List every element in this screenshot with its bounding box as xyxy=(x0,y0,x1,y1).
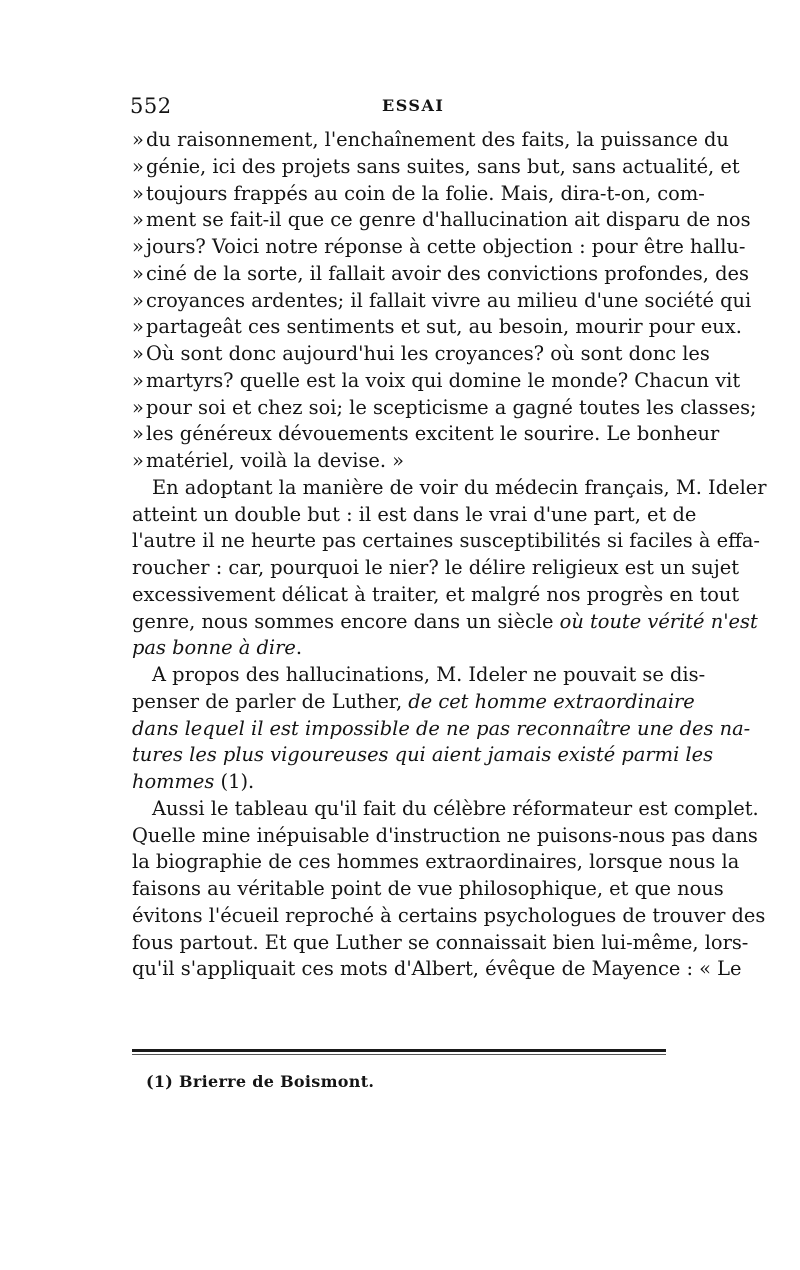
text-line: »matériel, voilà la devise. » xyxy=(132,449,405,472)
text-line: »du raisonnement, l'enchaînement des faits, la puissance du xyxy=(132,128,729,151)
page-number: 552 xyxy=(130,94,172,118)
paragraph xyxy=(132,475,767,662)
text-line: qu'il s'appliquait ces mots d'Albert, évêque de Mayence : « Le xyxy=(132,957,742,981)
text-line: »ciné de la sorte, il fallait avoir des convictions profondes, des xyxy=(132,261,749,285)
paragraph xyxy=(132,796,766,983)
text-line: atteint un double but : il est dans le vrai d'une part, et de xyxy=(132,502,697,526)
quoted-paragraph xyxy=(132,127,757,475)
text-line: »jours? Voici notre réponse à cette objection : pour être hallu- xyxy=(132,235,746,258)
text-line: penser de parler de Luther, de cet homme extraordinaire xyxy=(132,689,695,713)
text-line: faisons au véritable point de vue philosophique, et que nous xyxy=(132,877,724,900)
text-line: Aussi le tableau qu'il fait du célèbre réformateur est complet. xyxy=(152,796,759,820)
page-header xyxy=(130,94,670,124)
text-line: Quelle mine inépuisable d'instruction ne puisons-nous pas dans xyxy=(132,823,758,847)
running-head: ESSAI xyxy=(382,96,445,115)
text-line: l'autre il ne heurte pas certaines susceptibilités si faciles à effa- xyxy=(132,529,760,553)
footnote-rule xyxy=(132,1049,666,1052)
text-line: la biographie de ces hommes extraordinaires, lorsque nous la xyxy=(132,850,740,874)
text-line: A propos des hallucinations, M. Ideler ne pouvait se dis- xyxy=(152,663,706,686)
text-line: »partageât ces sentiments et sut, au besoin, mourir pour eux. xyxy=(132,315,742,339)
text-line: »pour soi et chez soi; le scepticisme a gagné toutes les classes; xyxy=(132,395,757,419)
footnote-rule-thin xyxy=(132,1054,666,1055)
text-line: roucher : car, pourquoi le nier? le délire religieux est un sujet xyxy=(132,556,739,579)
text-line: évitons l'écueil reproché à certains psychologues de trouver des xyxy=(132,903,766,927)
text-line: »génie, ici des projets sans suites, sans but, sans actualité, et xyxy=(132,154,740,178)
text-line: pas bonne à dire. xyxy=(132,636,303,660)
text-line: genre, nous sommes encore dans un siècle où toute vérité n'est xyxy=(132,609,758,633)
text-line: »les généreux dévouements excitent le sourire. Le bonheur xyxy=(132,422,720,446)
text-line: excessivement délicat à traiter, et malgré nos progrès en tout xyxy=(132,582,740,606)
text-line: »toujours frappés au coin de la folie. Mais, dira-t-on, com- xyxy=(132,181,705,205)
text-line: »ment se fait-il que ce genre d'hallucination ait disparu de nos xyxy=(132,208,751,232)
text-line: En adoptant la manière de voir du médecin français, M. Ideler xyxy=(152,475,767,499)
text-line: »croyances ardentes; il fallait vivre au milieu d'une société qui xyxy=(132,288,752,312)
text-line: »martyrs? quelle est la voix qui domine le monde? Chacun vit xyxy=(132,368,741,392)
footnote: (1) Brierre de Boismont. xyxy=(146,1072,375,1091)
paragraph xyxy=(132,662,751,796)
text-line: tures les plus vigoureuses qui aient jamais existé parmi les xyxy=(132,743,714,767)
text-line: »Où sont donc aujourd'hui les croyances? où sont donc les xyxy=(132,342,710,365)
text-line: hommes (1). xyxy=(132,770,255,793)
page-body xyxy=(132,127,767,983)
text-line: fous partout. Et que Luther se connaissait bien lui-même, lors- xyxy=(132,930,749,954)
text-line: dans lequel il est impossible de ne pas reconnaître une des na- xyxy=(132,716,751,740)
